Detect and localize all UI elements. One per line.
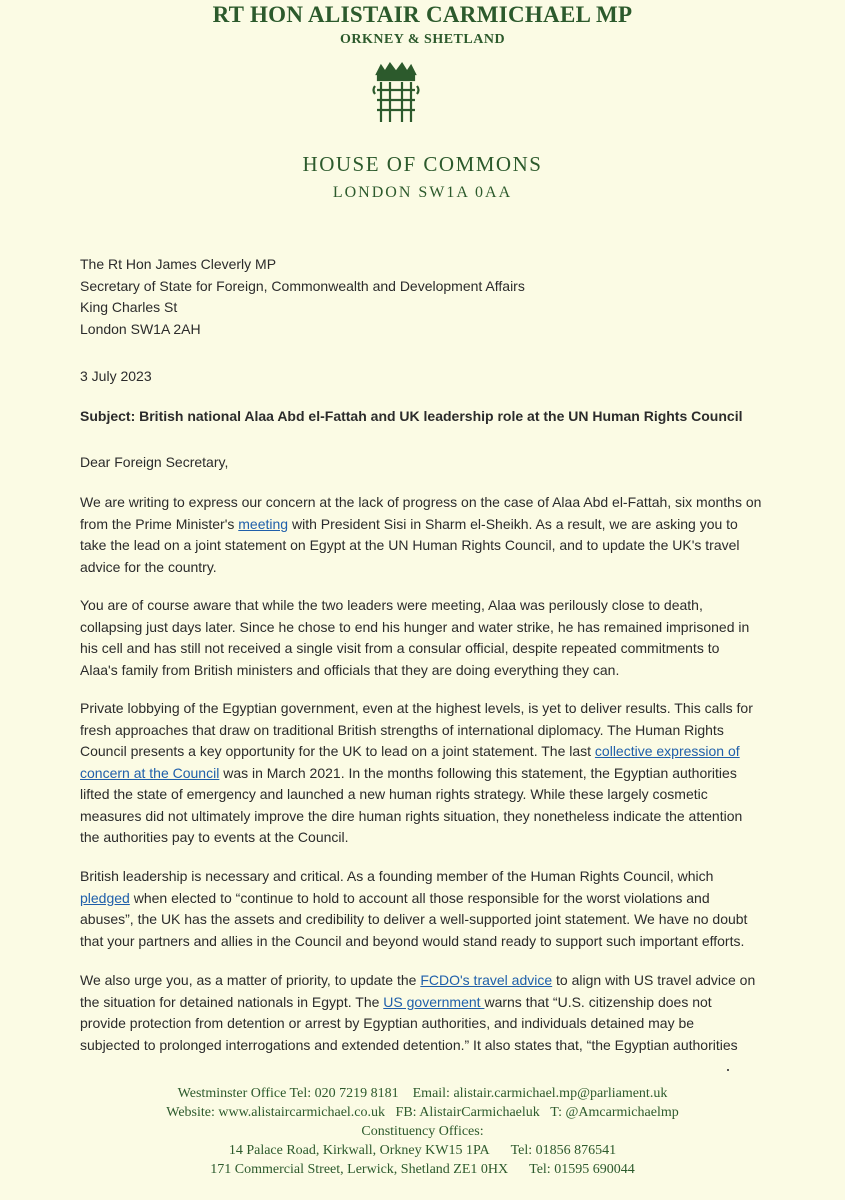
text-line: his cell and has still not received a single visit from a consular official, despite repeated commitments to (80, 640, 720, 656)
us-government-link[interactable]: US government (383, 993, 485, 1010)
text-line: British leadership is necessary and critical. As a founding member of the Human Rights Council, which (80, 868, 714, 884)
text-line (80, 763, 760, 785)
concern-at-council-link[interactable]: concern at the Council (80, 764, 220, 781)
text-span: warns that “U.S. citizenship does not (484, 993, 712, 1010)
text-line: Alaa's family from British ministers and officials that they are doing everything they can. (80, 661, 620, 678)
collective-expression-link[interactable]: collective expression of (594, 743, 740, 759)
text-span: We also urge you, as a matter of priority, to update the (80, 972, 421, 988)
westminster-office: Westminster Office Tel: 020 7219 8181 (177, 1086, 399, 1101)
kirkwall-office (0, 1141, 845, 1160)
text-span: to align with US travel advice on (552, 972, 756, 988)
footer-facebook[interactable]: FB: AlistairCarmichaeluk (395, 1105, 540, 1120)
lerwick-address: 171 Commercial Street, Lerwick, Shetland ZE1 0HX (210, 1162, 509, 1177)
footer-row-2 (0, 1103, 845, 1122)
paragraph-2 (80, 595, 760, 681)
house-address: LONDON SW1A 0AA (332, 184, 513, 201)
meeting-link[interactable]: meeting (238, 515, 289, 532)
text-line: collapsing just days later. Since he chose to end his hunger and water strike, he has remained imprisoned in (80, 618, 750, 635)
recipient-line: The Rt Hon James Cleverly MP (80, 256, 277, 272)
recipient-address (80, 254, 760, 340)
mp-name: RT HON ALISTAIR CARMICHAEL MP (212, 2, 633, 27)
text-line: abuses”, the UK has the assets and credibility to deliver a well-supported joint statement. We have no doubt (80, 911, 748, 927)
footer-twitter[interactable]: T: @Amcarmichaelmp (550, 1105, 679, 1120)
letter-date: 3 July 2023 (80, 368, 152, 384)
text-line: take the lead on a joint statement on Egypt at the UN Human Rights Council, and to update the UK's travel (80, 537, 740, 553)
pledged-link[interactable]: pledged (80, 889, 130, 906)
footer-email[interactable]: Email: alistair.carmichael.mp@parliament.uk (412, 1086, 668, 1101)
text-span: Council presents a key opportunity for the UK to lead on a joint statement. The last (80, 743, 595, 759)
text-line: You are of course aware that while the two leaders were meeting, Alaa was perilously close to death, (80, 597, 703, 613)
text-span: from the Prime Minister's (80, 515, 239, 532)
recipient-line: Secretary of State for Foreign, Commonwealth and Development Affairs (80, 277, 525, 294)
kirkwall-tel: Tel: 01856 876541 (510, 1143, 617, 1158)
text-line: We are writing to express our concern at the lack of progress on the case of Alaa Abd el-Fattah, six months on (80, 494, 762, 510)
text-line (80, 888, 760, 910)
text-span: with President Sisi in Sharm el-Sheikh. As a result, we are asking you to (288, 515, 738, 532)
text-line: subjected to prolonged interrogations and extended detention.” It also states that, “the Egyptian authorities (80, 1036, 738, 1053)
paragraph-4 (80, 866, 760, 952)
portcullis-icon (371, 60, 421, 126)
text-line: Private lobbying of the Egyptian government, even at the highest levels, is yet to deliver results. This calls for (80, 700, 753, 716)
text-line (80, 741, 760, 763)
constituency: ORKNEY & SHETLAND (339, 32, 506, 47)
text-line: lifted the state of emergency and launched a new human rights strategy. While these largely cosmetic (80, 786, 708, 802)
subject-line: Subject: British national Alaa Abd el-Fattah and UK leadership role at the UN Human Rights Council (80, 408, 743, 424)
house-of-commons: HOUSE OF COMMONS (302, 152, 543, 176)
paragraph-3 (80, 698, 760, 849)
salutation: Dear Foreign Secretary, (80, 454, 229, 470)
footer-row-1 (0, 1084, 845, 1103)
constituency-offices-label: Constituency Offices: (361, 1124, 484, 1139)
text-span: the situation for detained nationals in Egypt. The (80, 993, 384, 1010)
text-line: fresh approaches that draw on traditional British strengths of international diplomacy. The Human Rights (80, 721, 724, 738)
text-line (80, 514, 760, 536)
text-line: measures did not ultimately improve the dire human rights situation, they nonetheless indicate the attention (80, 807, 743, 824)
lerwick-office (0, 1160, 845, 1179)
text-span: was in March 2021. In the months following this statement, the Egyptian authorities (219, 764, 737, 781)
recipient-line: King Charles St (80, 299, 178, 315)
kirkwall-address: 14 Palace Road, Kirkwall, Orkney KW15 1PA (228, 1143, 490, 1158)
lerwick-tel: Tel: 01595 690044 (529, 1162, 635, 1177)
text-line (80, 992, 760, 1014)
text-line: advice for the country. (80, 558, 217, 575)
text-line: provide protection from detention or arrest by Egyptian authorities, and individuals detained may be (80, 1015, 695, 1031)
footer-website[interactable]: Website: www.alistaircarmichael.co.uk (166, 1105, 386, 1120)
mark-dot (727, 1069, 729, 1071)
text-line: the authorities pay to events at the Council. (80, 829, 349, 845)
paragraph-5 (80, 970, 760, 1056)
text-line (80, 970, 760, 992)
fcdo-travel-advice-link[interactable]: FCDO's travel advice (420, 972, 553, 988)
text-line: that your partners and allies in the Council and beyond would stand ready to support such important efforts. (80, 932, 745, 949)
recipient-line: London SW1A 2AH (80, 320, 201, 337)
text-span: when elected to “continue to hold to account all those responsible for the worst violations and (129, 889, 710, 906)
letter-footer (0, 1084, 845, 1179)
paragraph-1 (80, 492, 760, 578)
